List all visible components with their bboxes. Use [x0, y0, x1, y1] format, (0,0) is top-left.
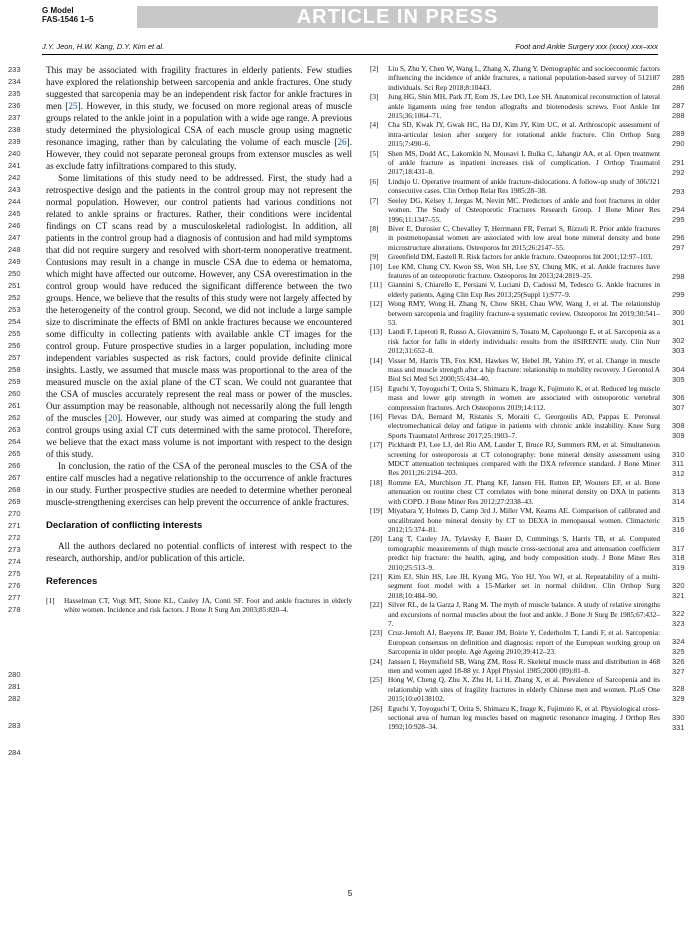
reference-text: Lindsjo U. Operative treatment of ankle fracture-dislocations. A follow-up study of 306/321 consecutive cases. Clin Orthop Relat Res 1985:28–38. [388, 176, 660, 196]
line-number: 322 [672, 609, 685, 619]
running-journal: Foot and Ankle Surgery xxx (xxxx) xxx–xxx [515, 42, 658, 51]
reference-text: Cruz-Jentoft AJ, Baeyens JP, Bauer JM, Boirie Y, Cederholm T, Landi F, et al. Sarcopenia: European consensus on definition and diagnosis: report of the European working group on Sarcopenia in older people. Age Ageing 2010;39:412–23. [388, 628, 660, 657]
reference-number: [19] [370, 506, 383, 516]
reference-text: Hasselman CT, Vogt MT, Stone KL, Cauley JA, Conti SF. Foot and ankle fractures in elderly white women. Incidence and risk factors. J Bone Jt Surg Am 2003;85:820–4. [64, 596, 352, 615]
reference-number: [6] [370, 176, 379, 186]
reference-item [370, 657, 660, 676]
reference-item [370, 675, 660, 703]
text-span: ]. However, our study was aimed at comparing the study and control groups using axial CT cuts determined with the same protocol. Therefore, we believe that the exact mass volume is not important with respect to the design of this study. [46, 413, 352, 459]
line-number: 312 [672, 468, 685, 478]
line-number: 301 [672, 317, 685, 327]
reference-text: Shen MS, Dodd AC, Lakomkin N, Mousavi I, Bulka C, Jahangir AA, et al. Open treatment of ankle fracture as inpatient increases risk of complication. J Orthop Traumatol 2017;18:431–8. [388, 148, 660, 177]
line-number: 319 [672, 562, 685, 572]
reference-number: [8] [370, 223, 379, 233]
paragraph-conclusion: In conclusion, the ratio of the CSA of the peroneal muscles to the CSA of the entire calf muscles had a negative relationship to the occurrence of ankle fractures in our study. Further prospective studies are needed to determine whether peroneal muscle-strengthening exercises can help prevent the occurrence of ankle fractures. [46, 461, 352, 507]
reference-text: Lang T, Cauley JA, Tylavsky F, Bauer D, Cummings S, Harris TB, et al. Computed tomographic measurements of thigh muscle cross-sectional area and attenuation coefficient predict hip fracture: the health, aging, and body composition study. J Bone Miner Res 2010;25:513–9. [388, 534, 660, 572]
line-number: 244 [8, 197, 21, 206]
line-number: 300 [672, 308, 685, 318]
reference-text: Romme EA, Murchison JT, Phang KF, Jansen FH, Rutten EP, Wouters EF, et al. Bone attenuation on routine chest CT correlates with bone mineral density on DXA in patients with COPD. J Bone Miner Res 2012;27:2338–43. [388, 477, 660, 506]
reference-number: [12] [370, 299, 383, 309]
line-number: 291 [672, 158, 685, 168]
reference-number: [7] [370, 195, 379, 205]
reference-item [370, 262, 660, 281]
page-header [42, 6, 658, 28]
reference-item [370, 628, 660, 656]
line-number: 284 [8, 748, 21, 757]
reference-text: Miyabara Y, Holmes D, Camp 3rd J, Miller VM, Kearns AE. Comparison of calibrated and uncalibrated bone mineral density by CT to DEXA in menopausal women. Climacteric 2012;15:374–81. [388, 506, 660, 534]
line-number: 257 [8, 353, 21, 362]
reference-text: Seeley DG, Kelsey J, Jergas M, Nevitt MC. Predictors of ankle and foot fractures in older women. The Study of Osteoporotic Fractures Research Group. J Bone Miner Res 1996;11:1347–55. [388, 195, 660, 224]
line-number: 281 [8, 682, 21, 691]
reference-number: [5] [370, 148, 379, 158]
right-column-references [370, 64, 660, 732]
line-number: 304 [672, 365, 685, 375]
reference-number: [2] [370, 64, 379, 73]
line-number: 285 [672, 73, 685, 83]
reference-item [370, 327, 660, 355]
line-number: 234 [8, 77, 21, 86]
line-number: 256 [8, 341, 21, 350]
reference-text: Kim EJ, Shin HS, Lee JH, Kyung MG, Yoo HJ, Yoo WJ, et al. Repeatability of a multi-segment foot model with a 15-Marker set in normal children. Clin Orthop Surg 2018;10:484–90. [388, 571, 660, 600]
left-column [46, 64, 352, 615]
line-number: 294 [672, 205, 685, 215]
reference-item [370, 280, 660, 299]
reference-number: [21] [370, 571, 383, 581]
line-number: 266 [8, 461, 21, 470]
reference-item [370, 478, 660, 506]
citation-link[interactable]: 25 [68, 101, 78, 111]
line-number: 296 [672, 233, 685, 243]
reference-item [370, 252, 660, 261]
line-number: 249 [8, 257, 21, 266]
line-number: 277 [8, 593, 21, 602]
reference-item [370, 120, 660, 148]
line-number: 321 [672, 590, 685, 600]
line-number: 280 [8, 670, 21, 679]
reference-number: [17] [370, 440, 383, 450]
line-number: 262 [8, 413, 21, 422]
line-number: 273 [8, 545, 21, 554]
reference-number: [25] [370, 675, 383, 685]
reference-text: Silver RL, de la Garza J, Rang M. The myth of muscle balance. A study of relative strengths and excursions of normal muscles about the foot and ankle. J Bone Jt Surg Br 1985;67:432–7. [388, 600, 660, 628]
line-number: 290 [672, 138, 685, 148]
reference-number: [26] [370, 703, 383, 713]
line-number: 303 [672, 345, 685, 355]
conflict-heading: Declaration of conflicting interests [46, 520, 203, 531]
line-number: 308 [672, 421, 685, 431]
reference-text: Greenfield DM, Eastell R. Risk factors for ankle fracture. Osteoporos Int 2001;12:97–103. [388, 252, 653, 262]
line-number: 251 [8, 281, 21, 290]
reference-item [46, 596, 352, 615]
line-number: 324 [672, 637, 685, 647]
line-number: 316 [672, 524, 685, 534]
line-number: 235 [8, 89, 21, 98]
reference-number: [15] [370, 383, 383, 393]
line-number: 271 [8, 521, 21, 530]
reference-text: Flevas DA, Bernard M, Ristanis S, Moraiti C, Georgoulis AD, Pappas E. Peroneal electromechanical delay and fatigue in patients with chronic ankle instability. Knee Surg Sports Traumatol Arthrosc 2017;25:1903–7. [388, 412, 660, 440]
reference-item [370, 92, 660, 120]
line-number: 238 [8, 125, 21, 134]
line-number: 255 [8, 329, 21, 338]
line-number: 240 [8, 149, 21, 158]
citation-link[interactable]: 26 [337, 137, 347, 147]
reference-text: Jung HG, Shin MH, Park JT, Eom JS, Lee DO, Lee SH. Anatomical reconstruction of lateral ankle ligaments using free tendon allografts and biotenodesis screws. Foot Ankle Int 2015;36:1064–71. [388, 92, 660, 121]
reference-number: [24] [370, 656, 383, 666]
line-number: 250 [8, 269, 21, 278]
reference-item [370, 224, 660, 252]
line-number: 326 [672, 657, 685, 667]
line-number: 241 [8, 161, 21, 170]
reference-text: Pickhardt PJ, Lee LJ, del Rio AM, Lauder T, Bruce RJ, Summers RM, et al. Simultaneous screening for osteoporosis at CT colonography: bone mineral density assessment using MDCT attenuation techniques compared with the DXA reference standard. J Bone Miner Res 2011;26:2194–203. [388, 440, 660, 478]
reference-item [370, 64, 660, 92]
line-number: 263 [8, 425, 21, 434]
reference-number: [22] [370, 600, 383, 610]
reference-item [370, 177, 660, 196]
line-number: 258 [8, 365, 21, 374]
line-number: 328 [672, 684, 685, 694]
reference-number: [16] [370, 412, 383, 422]
line-number: 309 [672, 430, 685, 440]
line-number: 298 [672, 271, 685, 281]
paragraph-discussion [46, 64, 352, 172]
reference-text: Eguchi Y, Toyoguchi T, Orita S, Shimazu K, Inage K, Fujimoto K, et al. Physiological cross-sectional area of human leg muscles based on magnetic resonance imaging. J Orthop Res 1992;10:928–34. [388, 703, 660, 732]
line-number: 315 [672, 515, 685, 525]
reference-number: [20] [370, 534, 383, 544]
reference-number: [13] [370, 327, 383, 337]
line-number: 261 [8, 401, 21, 410]
line-number: 286 [672, 82, 685, 92]
line-number: 329 [672, 693, 685, 703]
line-number: 253 [8, 305, 21, 314]
line-number: 237 [8, 113, 21, 122]
reference-text: Eguchi Y, Toyoguchi T, Orita S, Shimazu K, Inage K, Fujimoto K, et al. Reduced leg muscle mass and lower grip strength in women are associated with osteoporotic vertebral compression fractures. Arch Osteoporos 2019;14:112. [388, 383, 660, 412]
line-number: 265 [8, 449, 21, 458]
reference-item [370, 299, 660, 327]
line-number: 276 [8, 581, 21, 590]
reference-number: [4] [370, 120, 379, 130]
line-number: 268 [8, 485, 21, 494]
article-in-press-banner: ARTICLE IN PRESS [137, 6, 658, 28]
line-number: 302 [672, 336, 685, 346]
g-model-label: G Model [42, 6, 74, 15]
line-number: 318 [672, 553, 685, 563]
reference-number: [3] [370, 92, 379, 102]
reference-text: Biver E, Durosier C, Chevalley T, Herrmann FR, Ferrari S, Rizzoli R. Prior ankle fractures in postmenopausal women are associated with low areal bone mineral density and bone microstructure alterations. Osteoporos Int 2015;26:2147–55. [388, 223, 660, 252]
line-number: 275 [8, 569, 21, 578]
line-number: 236 [8, 101, 21, 110]
text-span: ]. However, in this study, we focused on more regional areas of muscle groups related to the ankle joint in a population with a wide age range. A previous study determined the physiological CSA of each muscle group using magnetic resonance imaging, rather than by calculating the volume of each muscle [ [46, 101, 352, 147]
conflict-text: All the authors declared no potential conflicts of interest with respect to the research, authorship, and/or publication of this article. [46, 541, 352, 563]
reference-item [370, 412, 660, 440]
line-number: 320 [672, 581, 685, 591]
references-heading: References [46, 576, 98, 587]
line-number: 317 [672, 543, 685, 553]
line-number: 272 [8, 533, 21, 542]
reference-item [370, 704, 660, 732]
line-number: 314 [672, 496, 685, 506]
reference-text: Hong W, Cheng Q, Zhu X, Zhu H, Li H, Zhang X, et al. Prevalence of Sarcopenia and its relationship with sites of fragility fractures in elderly Chinese men and women. PLoS One 2015;10:e0138102. [388, 675, 660, 704]
line-number: 248 [8, 245, 21, 254]
line-number: 245 [8, 209, 21, 218]
reference-text: Visser M, Harris TB, Fox KM, Hawkes W, Hebel JR, Yahiro JY, et al. Change in muscle mass and muscle strength after a hip fracture: relationship to mobility recovery. J Gerontol A Biol Sci Med Sci 2000;55:434–40. [388, 355, 660, 384]
reference-text: Landi F, Liperoti R, Russo A, Giovannini S, Tosato M, Capoluongo E, et al. Sarcopenia as a risk factor for falls in elderly individuals: results from the ilSIRENTE study. Clin Nutr 2012;31:652–8. [388, 327, 660, 356]
running-authors: J.Y. Jeon, H.W. Kang, D.Y. Kim et al. [42, 42, 165, 51]
reference-item [370, 149, 660, 177]
line-number: 305 [672, 374, 685, 384]
line-number: 246 [8, 221, 21, 230]
reference-number: [11] [370, 280, 382, 290]
line-number: 325 [672, 646, 685, 656]
reference-text: Giannini S, Chiarello E, Persiani V, Luciani D, Cadossi M, Tedesco G. Ankle fractures in elderly patients. Aging Clin Exp Res 2013;25(Suppl 1):S77–9. [388, 280, 660, 299]
reference-item [370, 384, 660, 412]
reference-text: Liu S, Zhu Y, Chen W, Wang L, Zhang X, Zhang Y. Demographic and socioeconomic factors influencing the incidence of ankle fractures, a national population-based survey of 512187 individuals. Sci Rep 2018;8:10443. [388, 64, 660, 92]
line-number: 259 [8, 377, 21, 386]
reference-text: Cha SD, Kwak JY, Gwak HC, Ha DJ, Kim JY, Kim UC, et al. Arthroscopic assessment of intra-articular lesion after surgery for rotational ankle fracture. Clin Orthop Surg 2015;7:490–6. [388, 120, 660, 149]
line-number: 274 [8, 557, 21, 566]
line-number: 260 [8, 389, 21, 398]
line-number: 330 [672, 713, 685, 723]
reference-number: [9] [370, 252, 379, 262]
line-number: 288 [672, 110, 685, 120]
line-number: 323 [672, 618, 685, 628]
line-number: 287 [672, 101, 685, 111]
line-number: 306 [672, 393, 685, 403]
reference-item [370, 506, 660, 534]
left-line-numbers [8, 64, 28, 757]
line-number: 254 [8, 317, 21, 326]
line-number: 270 [8, 509, 21, 518]
line-number: 289 [672, 129, 685, 139]
line-number: 278 [8, 605, 21, 614]
citation-link[interactable]: 20 [107, 413, 118, 423]
line-number: 327 [672, 666, 685, 676]
text-span: This may be associated with fragility fractures in elderly patients. Few studies have explored the relationship between sarcopenia and ankle fractures. One study suggested that sarcopenia may be an independent risk factor for ankle fractures in men [ [46, 65, 352, 111]
line-number: 311 [672, 459, 684, 469]
reference-number: [10] [370, 261, 383, 271]
line-number: 233 [8, 65, 21, 74]
line-number: 293 [672, 186, 685, 196]
reference-text: Wong RMY, Wong H, Zhang N, Chow SKH, Chau WW, Wang J, et al. The relationship between sarcopenia and fragility fracture-a systematic review. Osteoporos Int 2019;30:541–53. [388, 299, 660, 327]
line-number: 239 [8, 137, 21, 146]
text-span: Some limitations of this study need to be addressed. First, the study had a retrospective design and the patients in the control group may not represent the normal population. However, our control patients had various conditions not related to ankle sprains or fractures. Rather, their conditions were incidental findings on CT scans read by a musculoskeletal radiologist. In addition, all patients in the control group had a diagnosis of contusion and had mild symptoms that did not require surgery and resolved with short-term nonoperative treatment. Contusions may result in a change in muscle CSA due to edema or hematoma, which might have affected our outcome. However, any CSA overestimation in the control group would have reduced the significant difference between the two groups. Hence, we believe that the results of this study were not largely affected by the heterogeneity of the control group. Second, we did not include a large sample size to discriminate the effects of BMI on ankle fractures because we encountered some difficulty in collecting patients with available ankle CT images for the control group. Future prospective studies in a larger population, including more independent variables suspected as risk factors, could provide definite clinical insights. Lastly, we assumed that muscle mass was proportional to the area of the measured muscle on the axial plane of the CT scan. We could not guarantee that the CSA of muscles accurately represent the real mass or power of the muscles. Our assumption may be reasonable, although not necessarily along the full length of the muscles [ [46, 173, 352, 423]
reference-number: [14] [370, 355, 383, 365]
line-number: 267 [8, 473, 21, 482]
line-number: 313 [672, 487, 685, 497]
line-number: 243 [8, 185, 21, 194]
line-number: 264 [8, 437, 21, 446]
reference-number: [23] [370, 628, 383, 638]
line-number: 310 [672, 449, 685, 459]
line-number: 331 [672, 722, 685, 732]
reference-text: Lee KM, Chung CY, Kwon SS, Won SH, Lee SY, Chung MK, et al. Ankle fractures have features of an osteoporotic fracture. Osteoporos Int 2013;24:2819–25. [388, 261, 660, 280]
reference-item [370, 196, 660, 224]
line-number: 307 [672, 402, 685, 412]
line-number: 283 [8, 721, 21, 730]
reference-item [370, 572, 660, 600]
line-number: 292 [672, 167, 685, 177]
reference-number: [18] [370, 477, 383, 487]
reference-item [370, 356, 660, 384]
text-span: ]. However, they could not separate peroneal groups from extensor muscles as well as exclude fatty infiltrations compared to this study. [46, 137, 352, 171]
page-number: 5 [347, 889, 353, 898]
line-number: 297 [672, 242, 685, 252]
reference-text: Janssen I, Heymsfield SB, Wang ZM, Ross R. Skeletal muscle mass and distribution in 468 men and women aged 18-88 yr. J Appl Physiol 1985;2000 (89):81–8. [388, 656, 660, 675]
reference-item [370, 534, 660, 572]
line-number: 299 [672, 289, 685, 299]
paragraph-limitations [46, 172, 352, 460]
header-rule [42, 54, 658, 55]
line-number: 269 [8, 497, 21, 506]
reference-item [370, 600, 660, 628]
line-number: 295 [672, 214, 685, 224]
reference-number: [1] [46, 596, 55, 605]
line-number: 247 [8, 233, 21, 242]
reference-item [370, 440, 660, 478]
line-number: 282 [8, 694, 21, 703]
line-number: 252 [8, 293, 21, 302]
article-id: FAS-1546 1–5 [42, 15, 94, 24]
line-number: 242 [8, 173, 21, 182]
